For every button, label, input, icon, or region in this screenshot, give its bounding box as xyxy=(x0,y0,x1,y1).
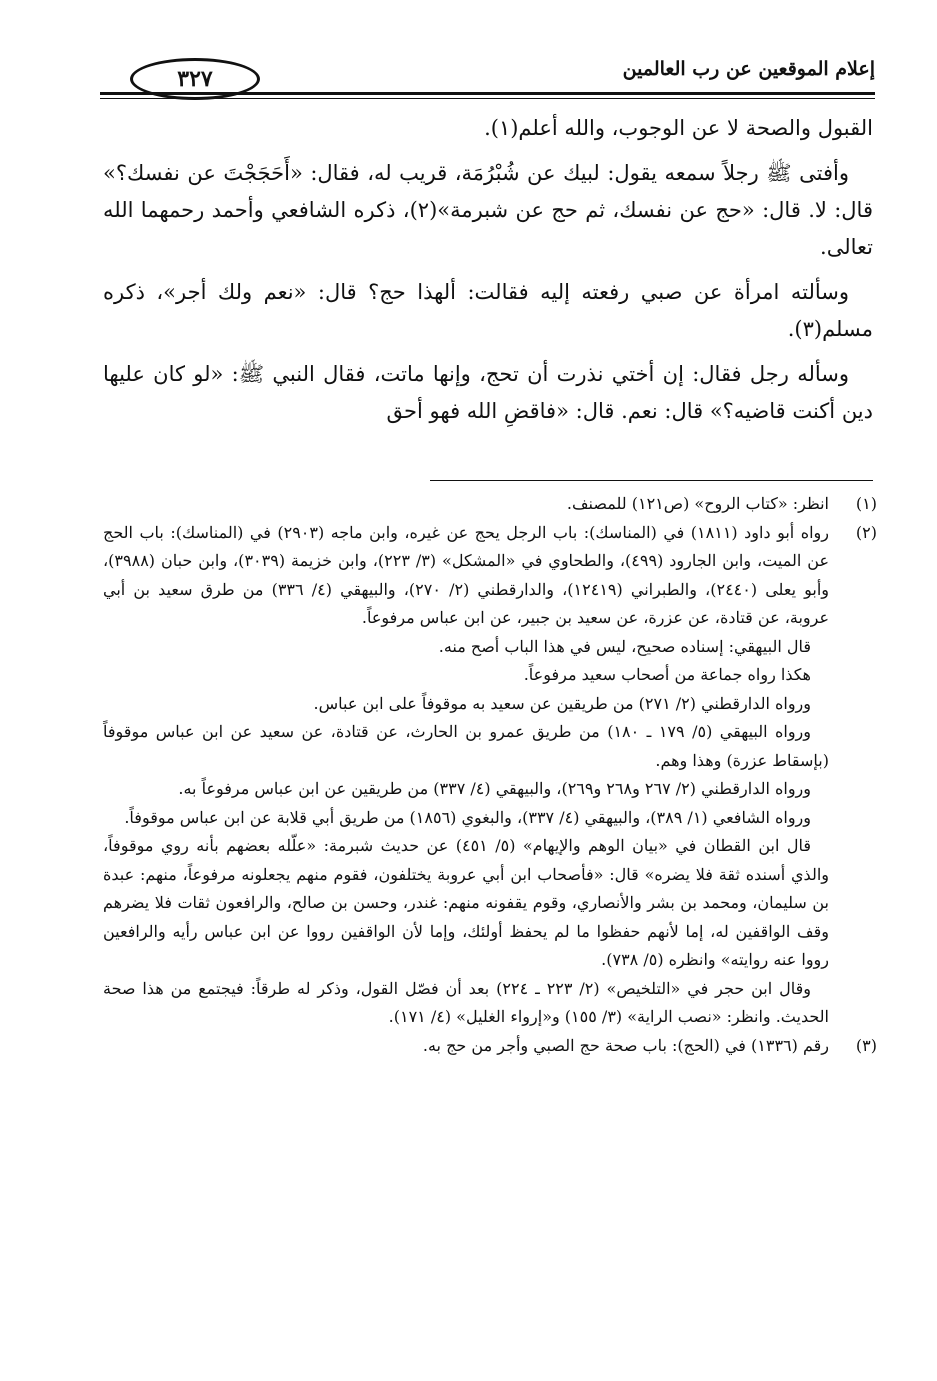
book-title: إعلام الموقعين عن رب العالمين xyxy=(622,58,875,80)
footnote xyxy=(103,1032,877,1061)
footnotes xyxy=(103,490,877,1060)
main-text xyxy=(103,110,873,438)
body-paragraph: وأفتى ﷺ رجلاً سمعه يقول: لبيك عن شُبْرُمَة، قريب له، فقال: «أَحَجَجْتَ عن نفسك؟» قال: لا. قال: «حج عن نفسك، ثم حج عن شبرمة»(٢)، ذكره الشافعي وأحمد رحمهما الله تعالى. xyxy=(103,161,873,259)
footnote-body xyxy=(103,519,829,1032)
footnote-paragraph: ورواه الشافعي (١/ ٣٨٩)، والبيهقي (٤/ ٣٣٧)، والبغوي (١٨٥٦) من طريق أبي قلابة عن ابن عباس موقوفاً. xyxy=(124,807,811,827)
body-paragraph: وسأله رجل فقال: إن أختي نذرت أن تحج، وإنها ماتت، فقال النبي ﷺ: «لو كان عليها دين أكنت قاضيه؟» قال: نعم. قال: «فاقضِ الله فهو أحق xyxy=(103,362,873,423)
footnote-paragraph: قال البيهقي: إسناده صحيح، ليس في هذا الباب أصح منه. xyxy=(438,636,811,656)
footnote-number: (٣) xyxy=(855,1035,877,1055)
footnote xyxy=(103,519,877,1032)
header-rule xyxy=(100,92,875,95)
footnote xyxy=(103,490,877,519)
footnote-body xyxy=(103,1032,829,1061)
footnote-paragraph: رواه أبو داود (١٨١١) في (المناسك): باب الرجل يحج عن غيره، وابن ماجه (٢٩٠٣) في (المناسك): باب الحج عن الميت، وابن الجارود (٤٩٩)، والطحاوي في «المشكل» (٣/ ٢٢٣)، وابن خزيمة (٣٠٣٩)، وابن حبان (٣٩٨٨)، وأبو يعلى (٢٤٤٠)، والطبراني (١٢٤١٩)، والدارقطني (٢/ ٢٧٠)، والبيهقي (٤/ ٣٣٦) من طرق سعيد بن أبي عروبة، عن قتادة، عن عزرة، عن سعيد بن جبير، عن ابن عباس مرفوعاً. xyxy=(103,522,830,627)
body-paragraph: وسألته امرأة عن صبي رفعته إليه فقالت: ألهذا حج؟ قال: «نعم ولك أجر»، ذكره مسلم(٣). xyxy=(103,280,873,341)
footnote-body xyxy=(103,490,829,519)
footnote-separator xyxy=(430,480,873,481)
page-number: ٣٢٧ xyxy=(130,58,260,100)
page-header xyxy=(100,52,875,102)
footnote-paragraph: قال ابن القطان في «بيان الوهم والإيهام» (٥/ ٤٥١) عن حديث شبرمة: «علّله بعضهم بأنه روي موقوفاً، والذي أسنده ثقة فلا يضره» قال: «فأصحاب ابن أبي عروبة يختلفون، فقوم منهم يجعلونه مرفوعاً، منهم: عبدة بن سليمان، ومحمد بن بشر والأنصاري، وقوم يقفونه منهم: غندر، وحسن بن صالح، والرافعون ثقات فلا يضرهم وقف الواقفين له، إما لأنهم حفظوا ما لم يحفظ أولئك، وإما لأن الواقفين رووا عن ابن عباس رأيه والرافعين رووا عنه روايته» وانظره (٥/ ٧٣٨). xyxy=(103,836,829,969)
footnote-paragraph: هكذا رواه جماعة من أصحاب سعيد مرفوعاً. xyxy=(523,665,811,684)
footnote-paragraph: ورواه البيهقي (٥/ ١٧٩ ـ ١٨٠) من طريق عمرو بن الحارث، عن قتادة، عن سعيد عن ابن عباس موقوفاً (بإسقاط عزرة) وهذا وهم. xyxy=(103,722,829,770)
footnote-paragraph: ورواه الدارقطني (٢/ ٢٧١) من طريقين عن سعيد به موقوفاً على ابن عباس. xyxy=(313,693,811,713)
header-rule-thin xyxy=(100,98,875,99)
footnote-paragraph: انظر: «كتاب الروح» (ص١٢١) للمصنف. xyxy=(566,494,829,513)
body-paragraph: القبول والصحة لا عن الوجوب، والله أعلم(١). xyxy=(484,116,873,140)
footnote-paragraph: وقال ابن حجر في «التلخيص» (٢/ ٢٢٣ ـ ٢٢٤) بعد أن فصّل القول، وذكر له طرقاً: فيجتمع من هذا صحة الحديث. وانظر: «نصب الراية» (٣/ ١٥٥) و«إرواء الغليل» (٤/ ١٧١). xyxy=(103,978,829,1026)
footnote-paragraph: رقم (١٣٣٦) في (الحج): باب صحة حج الصبي وأجر من حج به. xyxy=(422,1035,829,1055)
footnote-paragraph: ورواه الدارقطني (٢/ ٢٦٧ و٢٦٨ و٢٦٩)، والبيهقي (٤/ ٣٣٧) من طريقين عن ابن عباس مرفوعاً به. xyxy=(178,779,811,798)
footnote-number: (١) xyxy=(855,494,877,513)
footnote-number: (٢) xyxy=(855,522,877,542)
